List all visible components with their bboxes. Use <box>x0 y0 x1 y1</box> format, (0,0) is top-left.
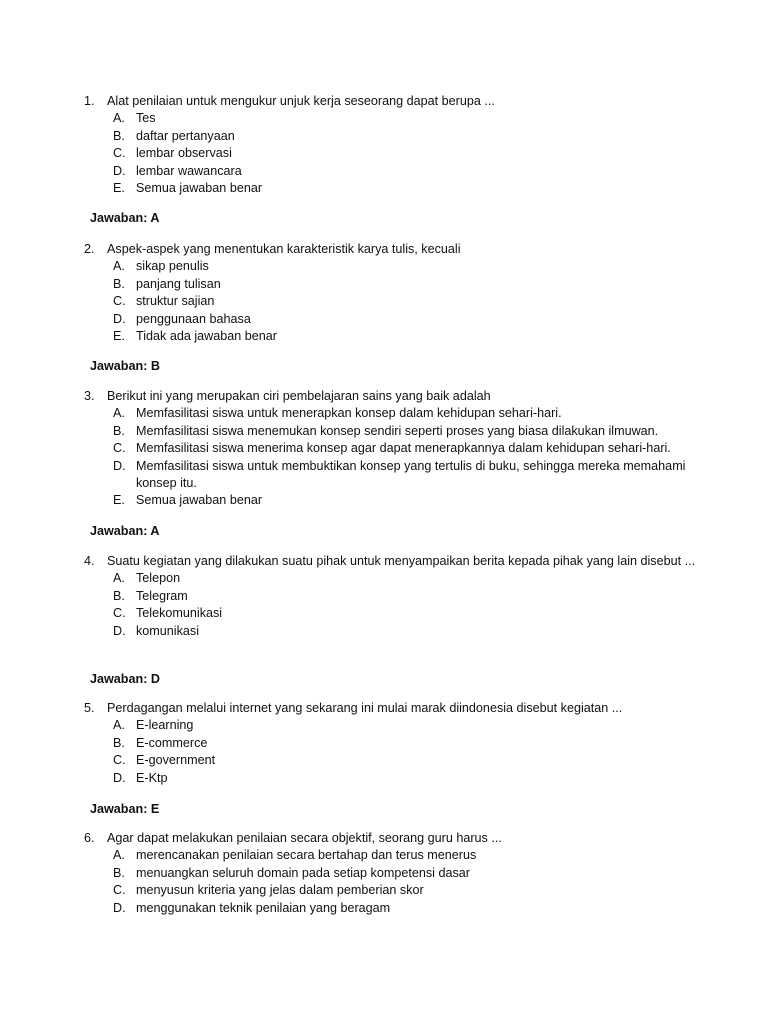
question-stem <box>84 700 704 717</box>
option-letter: E. <box>113 329 125 344</box>
option-item <box>113 311 704 328</box>
question-2 <box>84 241 704 345</box>
option-text: E-commerce <box>136 735 208 750</box>
option-list <box>113 717 704 787</box>
option-letter: B. <box>113 128 125 143</box>
answer-key-3: Jawaban: A <box>90 524 160 538</box>
option-letter: D. <box>113 900 126 915</box>
option-letter: D. <box>113 163 126 178</box>
option-letter: E. <box>113 493 125 508</box>
option-text: Tes <box>136 111 156 126</box>
question-text: Agar dapat melakukan penilaian secara objektif, seorang guru harus ... <box>107 831 502 845</box>
question-number: 2. <box>84 242 95 256</box>
option-item <box>113 717 704 734</box>
option-item <box>113 492 704 509</box>
option-item <box>113 258 704 275</box>
option-letter: C. <box>113 146 126 161</box>
option-list <box>113 570 704 640</box>
option-letter: D. <box>113 311 126 326</box>
answer-key-4: Jawaban: D <box>90 672 160 686</box>
option-item <box>113 735 704 752</box>
question-number: 3. <box>84 389 95 403</box>
option-text: Telegram <box>136 588 188 603</box>
option-item <box>113 145 704 162</box>
option-list <box>113 405 704 509</box>
question-number: 4. <box>84 554 95 568</box>
option-text: Memfasilitasi siswa menerima konsep agar dapat menerapkannya dalam kehidupan sehari-hari. <box>136 441 671 456</box>
option-item <box>113 180 704 197</box>
question-number: 5. <box>84 701 95 715</box>
option-letter: A. <box>113 848 125 863</box>
option-text: E-learning <box>136 718 194 733</box>
option-letter: B. <box>113 423 125 438</box>
option-text: lembar wawancara <box>136 163 242 178</box>
question-1 <box>84 93 704 197</box>
option-item <box>113 128 704 145</box>
option-item <box>113 440 704 457</box>
option-text: Tidak ada jawaban benar <box>136 329 277 344</box>
option-letter: B. <box>113 276 125 291</box>
option-letter: C. <box>113 883 126 898</box>
question-3 <box>84 388 704 510</box>
option-item <box>113 405 704 422</box>
option-text: struktur sajian <box>136 294 215 309</box>
question-stem <box>84 388 704 405</box>
option-item <box>113 770 704 787</box>
option-item <box>113 423 704 440</box>
question-5 <box>84 700 704 787</box>
question-6 <box>84 830 704 917</box>
option-letter: B. <box>113 735 125 750</box>
option-item <box>113 900 704 917</box>
option-text: Memfasilitasi siswa menemukan konsep sendiri seperti proses yang biasa dilakukan ilmuwan. <box>136 423 659 438</box>
option-text: merencanakan penilaian secara bertahap dan terus menerus <box>136 848 477 863</box>
option-list <box>113 110 704 197</box>
question-number: 1. <box>84 94 95 108</box>
option-item <box>113 276 704 293</box>
option-text: Telepon <box>136 571 181 586</box>
option-letter: E. <box>113 181 125 196</box>
option-letter: A. <box>113 259 125 274</box>
option-item <box>113 110 704 127</box>
option-letter: D. <box>113 770 126 785</box>
option-item <box>113 163 704 180</box>
question-text: Aspek-aspek yang menentukan karakteristik karya tulis, kecuali <box>107 242 461 256</box>
option-item <box>113 752 704 769</box>
option-list <box>113 847 704 917</box>
option-text: panjang tulisan <box>136 276 221 291</box>
option-text: menyusun kriteria yang jelas dalam pemberian skor <box>136 883 424 898</box>
option-item <box>113 605 704 622</box>
answer-key-5: Jawaban: E <box>90 802 160 816</box>
option-text: menggunakan teknik penilaian yang beragam <box>136 900 391 915</box>
option-letter: A. <box>113 111 125 126</box>
option-item <box>113 847 704 864</box>
option-letter: A. <box>113 571 125 586</box>
option-text: komunikasi <box>136 623 199 638</box>
option-letter: B. <box>113 865 125 880</box>
question-text: Berikut ini yang merupakan ciri pembelajaran sains yang baik adalah <box>107 389 491 403</box>
option-text: E-Ktp <box>136 770 168 785</box>
option-text: Memfasilitasi siswa untuk menerapkan konsep dalam kehidupan sehari-hari. <box>136 406 562 421</box>
option-item <box>113 623 704 640</box>
option-text: lembar observasi <box>136 146 232 161</box>
option-text: daftar pertanyaan <box>136 128 235 143</box>
option-letter: A. <box>113 406 125 421</box>
option-text: Memfasilitasi siswa untuk membuktikan konsep yang tertulis di buku, sehingga mereka memahami konsep itu. <box>136 458 686 491</box>
option-letter: C. <box>113 294 126 309</box>
option-text: E-government <box>136 753 216 768</box>
option-letter: C. <box>113 753 126 768</box>
option-item <box>113 588 704 605</box>
question-4 <box>84 553 704 640</box>
option-letter: D. <box>113 458 126 473</box>
option-text: menuangkan seluruh domain pada setiap kompetensi dasar <box>136 865 470 880</box>
question-text: Suatu kegiatan yang dilakukan suatu pihak untuk menyampaikan berita kepada pihak yang lain disebut ... <box>107 554 696 568</box>
option-item <box>113 882 704 899</box>
option-text: penggunaan bahasa <box>136 311 251 326</box>
option-list <box>113 258 704 345</box>
option-text: sikap penulis <box>136 259 209 274</box>
option-item <box>113 328 704 345</box>
option-letter: A. <box>113 718 125 733</box>
option-item <box>113 293 704 310</box>
option-text: Semua jawaban benar <box>136 493 263 508</box>
option-text: Telekomunikasi <box>136 606 223 621</box>
option-text: Semua jawaban benar <box>136 181 263 196</box>
option-item <box>113 570 704 587</box>
option-item <box>113 865 704 882</box>
option-letter: D. <box>113 623 126 638</box>
option-letter: B. <box>113 588 125 603</box>
question-stem <box>84 241 704 258</box>
option-letter: C. <box>113 606 126 621</box>
answer-key-1: Jawaban: A <box>90 211 160 225</box>
answer-key-2: Jawaban: B <box>90 359 160 373</box>
option-letter: C. <box>113 441 126 456</box>
question-stem <box>84 553 704 570</box>
question-stem <box>84 93 704 110</box>
question-number: 6. <box>84 831 95 845</box>
question-text: Alat penilaian untuk mengukur unjuk kerja seseorang dapat berupa ... <box>107 94 495 108</box>
question-stem <box>84 830 704 847</box>
question-text: Perdagangan melalui internet yang sekarang ini mulai marak diindonesia disebut kegiatan ... <box>107 701 623 715</box>
option-item <box>113 458 704 493</box>
